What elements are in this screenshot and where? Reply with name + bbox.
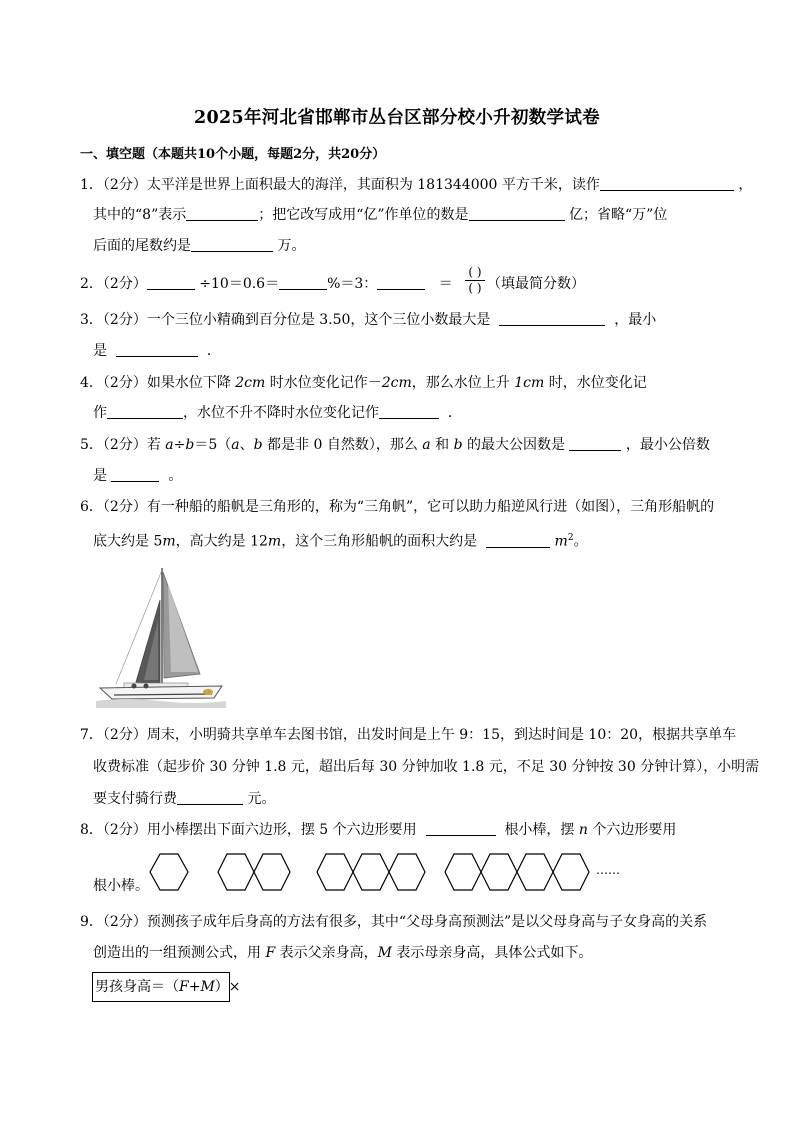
q1-answer-blank-3[interactable]	[469, 206, 565, 221]
q2-fraction-blank[interactable]: ( ) ( )	[465, 266, 485, 295]
section-heading: 一、填空题（本题共10个小题，每题2分，共20分）	[80, 147, 386, 162]
q4-line1: 4．（2分）如果水位下降 2cm 时水位变化记作－2cm，那么水位上升 1cm 时，水位变化记	[80, 375, 647, 391]
q4-line2: 作 ，水位不升不降时水位变化记作 ．	[93, 405, 462, 421]
q7-fee-blank[interactable]	[177, 790, 243, 805]
q2-line: 2．（2分） ÷10＝0.6＝ %＝3： ＝	[80, 276, 453, 292]
q3-answer-blank-1[interactable]	[499, 311, 605, 326]
q1-line3: 后面的尾数约是 万。	[93, 238, 306, 254]
q6-line2: 底大约是 5m，高大约是 12m，这个三角形船帆的面积大约是 $m^2$。	[93, 533, 588, 550]
q5-lcm-blank[interactable]	[111, 467, 159, 482]
q4-answer-blank-1[interactable]	[107, 404, 183, 419]
q1-line2: 其中的“8”表示 ；把它改写成用“亿”作单位的数是 亿；省略“万”位	[93, 207, 668, 223]
q2-note: （填最简分数）	[487, 276, 585, 292]
q7-line3: 要支付骑行费 元。	[93, 791, 276, 807]
q2-answer-blank-2[interactable]	[279, 275, 327, 290]
q5-line1: 5．（2分）若 a÷b＝5（a、b 都是非 0 自然数），那么 a 和 b 的最大公因数是 ，最小公倍数	[80, 437, 710, 453]
q8-answer-blank-1[interactable]	[426, 821, 496, 836]
hexagon-figures	[140, 850, 660, 896]
q5-line2: 是 。	[93, 468, 183, 484]
hexagon-row-2	[218, 854, 290, 890]
q1-answer-blank-1[interactable]	[600, 176, 734, 191]
q8-ellipsis: ……	[596, 863, 620, 877]
sailor-figure	[132, 684, 137, 689]
boy-height-formula-box: 男孩身高＝（F+M）×	[92, 972, 230, 1002]
hexagon-row-4	[445, 854, 589, 890]
hexagon-1	[150, 854, 188, 890]
q1-answer-blank-2[interactable]	[186, 206, 258, 221]
hexagon-row-3	[317, 854, 425, 890]
q3-line1: 3．（2分）一个三位小精确到百分位是 3.50，这个三位小数最大是 ，最小	[80, 312, 657, 328]
q9-line2: 创造出的一组预测公式，用 F 表示父亲身高，M 表示母亲身高，具体公式如下。	[93, 945, 593, 961]
q7-line2: 收费标准（起步价 30 分钟 1.8 元，超出后每 30 分钟加收 1.8 元，不足 30 分钟按 30 分钟计算），小明需	[93, 759, 760, 775]
q9-line1: 9．（2分）预测孩子成年后身高的方法有很多，其中“父母身高预测法”是以父母身高与子女身高的关系	[80, 914, 708, 930]
q4-answer-blank-2[interactable]	[379, 404, 439, 419]
q8-line2: 根小棒。	[93, 878, 149, 894]
q6-line1: 6．（2分）有一种船的船帆是三角形的，称为“三角帆”，它可以助力船逆风行进（如图），三角形船帆的	[80, 499, 715, 515]
sailor-figure	[144, 684, 149, 689]
page-title: 2025年河北省邯郸市丛台区部分校小升初数学试卷	[194, 108, 600, 128]
q1-line1: 1．（2分）太平洋是世界上面积最大的海洋，其面积为 181344000 平方千米，读作 ，	[80, 177, 753, 193]
q6-area-blank[interactable]	[486, 533, 550, 548]
q2-answer-blank-1[interactable]	[147, 275, 195, 290]
q7-line1: 7．（2分）周末，小明骑共享单车去图书馆，出发时间是上午 9：15，到达时间是 10：20，根据共享单车	[80, 727, 737, 743]
q3-line2: 是 ．	[93, 343, 221, 359]
q1-answer-blank-4[interactable]	[191, 237, 273, 252]
q3-answer-blank-2[interactable]	[116, 342, 198, 357]
buoy	[203, 689, 213, 695]
q2-answer-blank-3[interactable]	[377, 275, 425, 290]
water	[96, 699, 226, 708]
sailboat-image	[96, 560, 226, 712]
q5-gcd-blank[interactable]	[569, 436, 621, 451]
q8-line1: 8．（2分）用小棒摆出下面六边形，摆 5 个六边形要用 根小棒，摆 n 个六边形要用	[80, 822, 677, 838]
